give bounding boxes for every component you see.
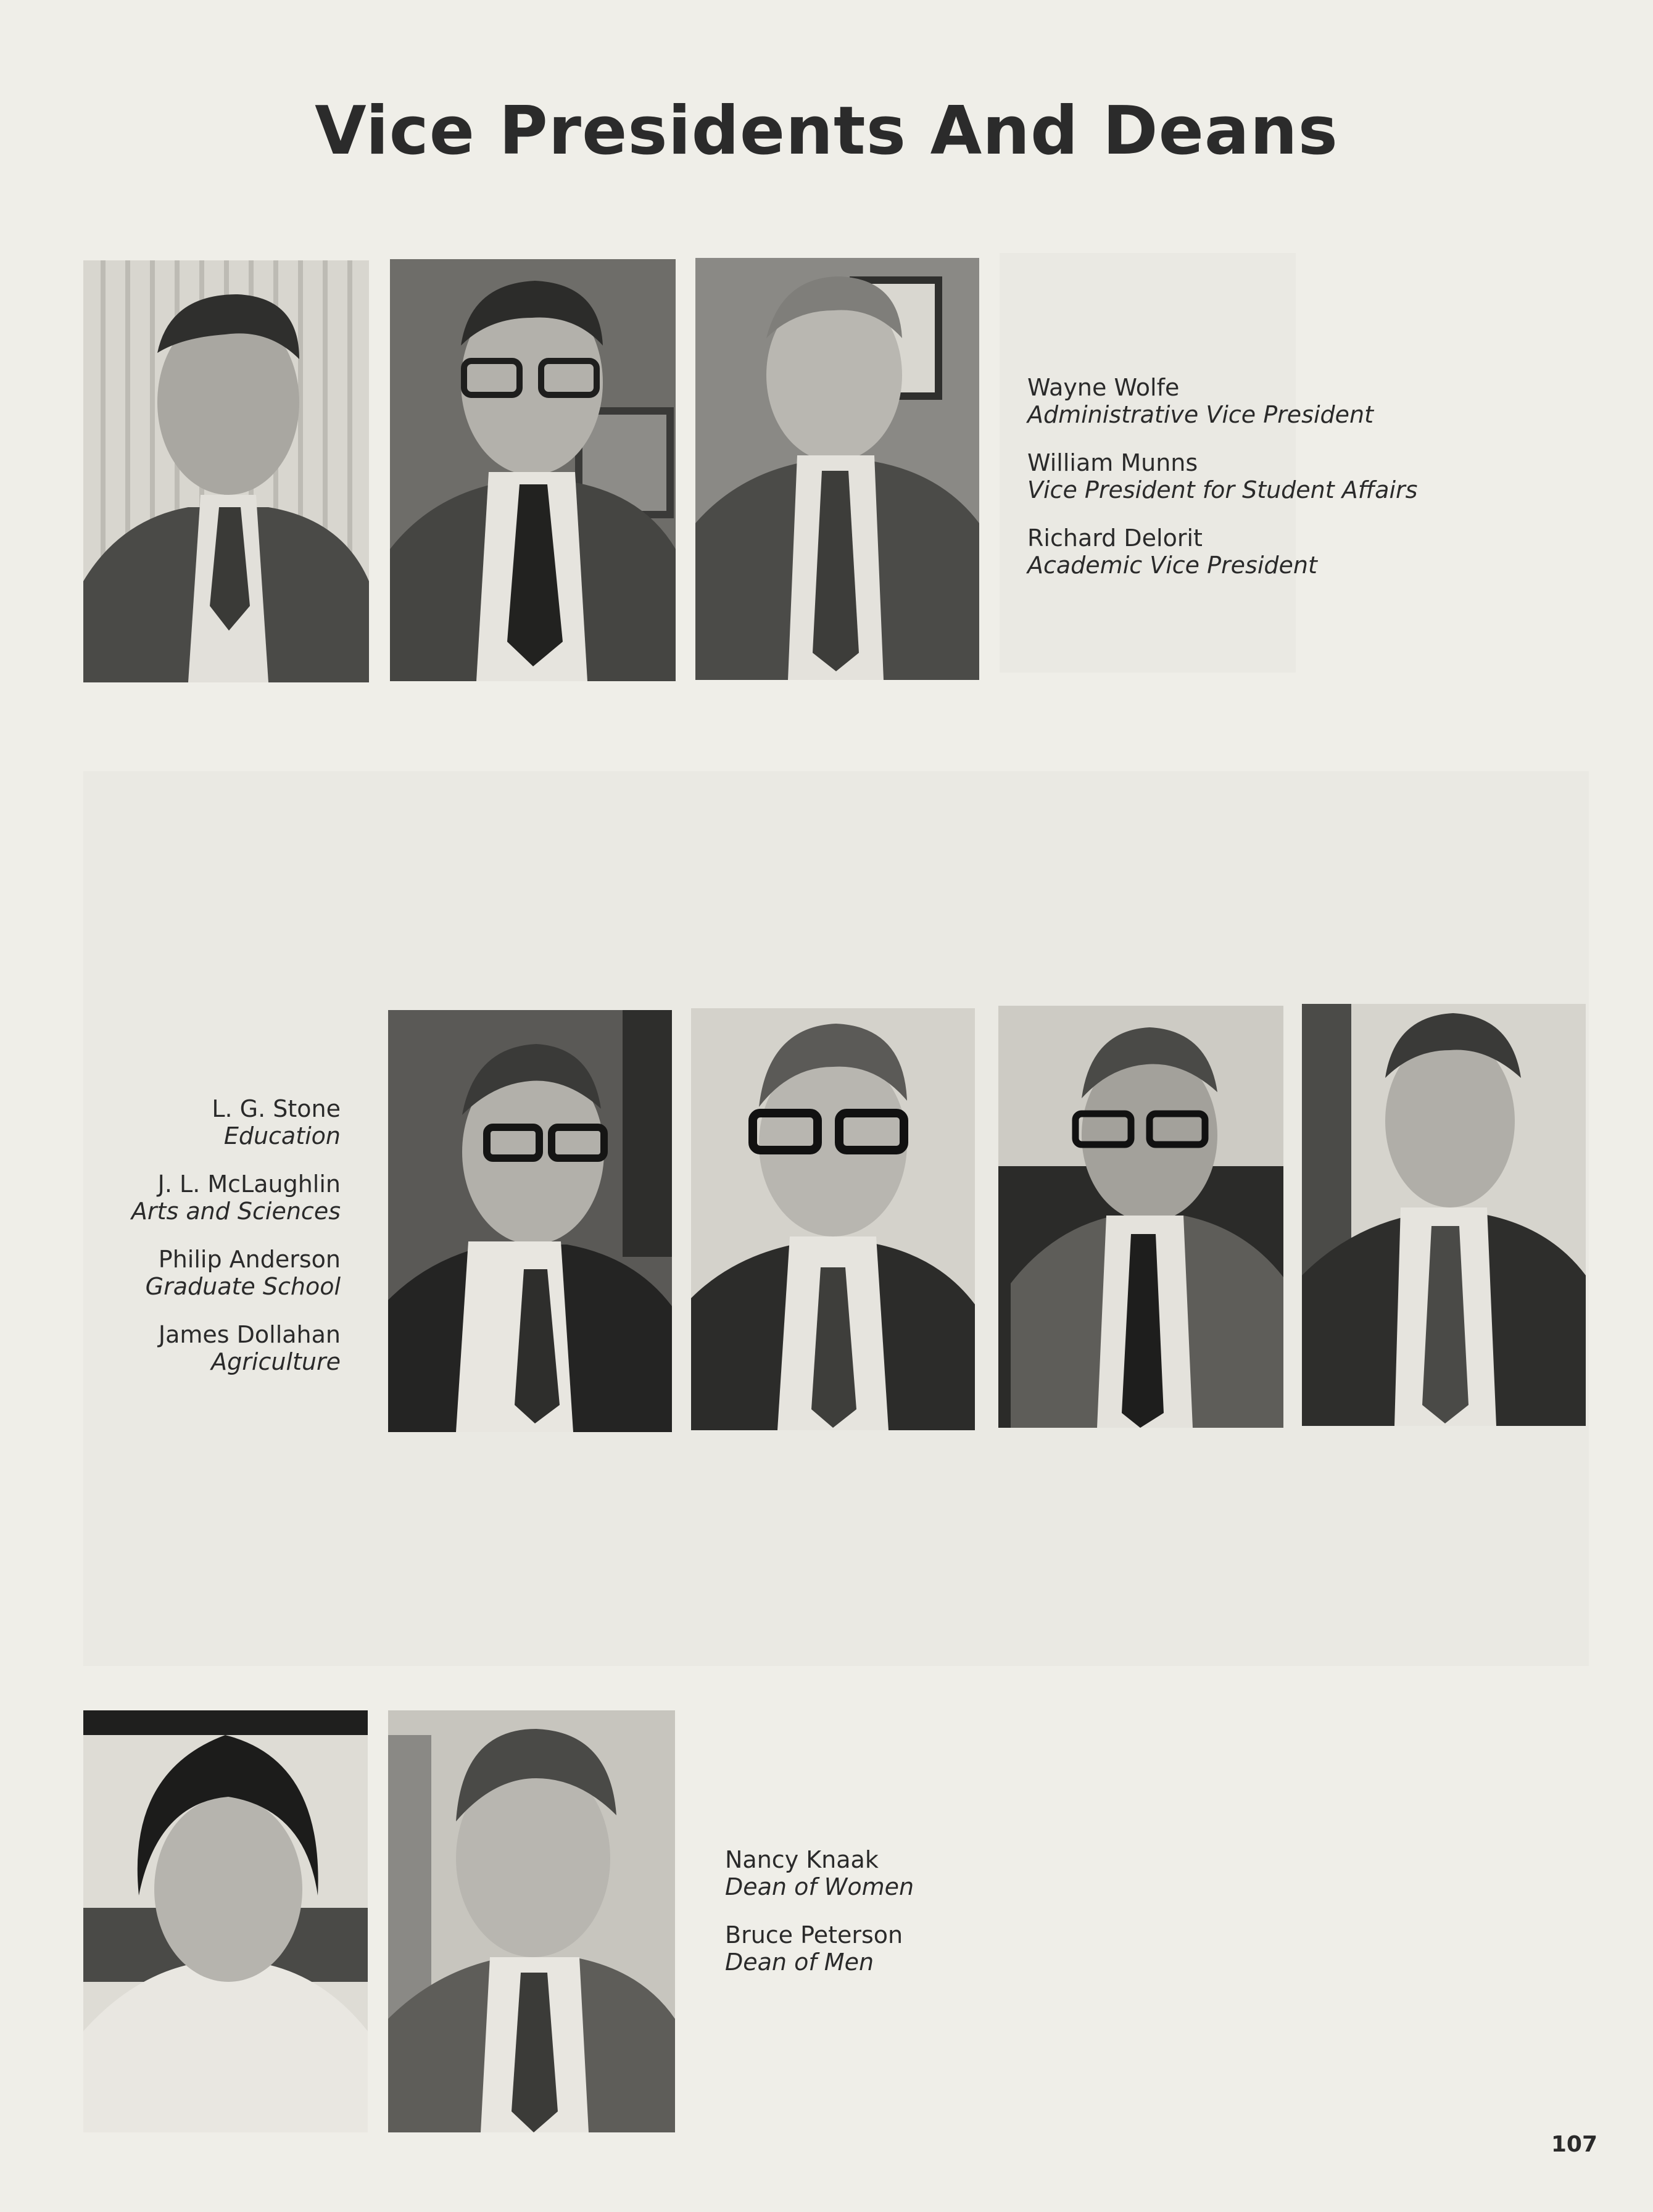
person-role: Dean of Men [725,1949,874,1976]
person-role: Dean of Women [725,1873,914,1900]
portrait-photo-william-munns [390,259,676,681]
captions-vice-presidents [1027,374,1417,600]
portrait-photo-nancy-knaak [83,1710,368,2132]
person-name: Richard Delorit [1027,524,1203,552]
portrait-photo-j-l-mclaughlin [691,1008,975,1430]
person-role: Administrative Vice President [1027,401,1374,428]
portrait-photo-wayne-wolfe [83,260,369,682]
caption-entry [1027,374,1417,428]
page-title: Vice Presidents And Deans [315,93,1338,170]
person-role: Education [223,1122,341,1149]
caption-entry [111,1095,341,1149]
portrait-photo-l-g-stone [388,1010,672,1432]
portrait-photo-james-dollahan [1302,1004,1586,1426]
page-number: 107 [1551,2132,1597,2157]
caption-entry [1027,449,1417,503]
captions-deans-colleges [111,1095,341,1396]
portrait-photo-richard-delorit [695,258,979,680]
captions-deans-students [725,1846,914,1997]
person-name: L. G. Stone [212,1095,341,1122]
person-name: Wayne Wolfe [1027,374,1180,401]
person-name: William Munns [1027,449,1198,476]
caption-entry [725,1921,914,1976]
person-name: Nancy Knaak [725,1846,879,1873]
caption-entry [111,1321,341,1375]
portrait-photo-philip-anderson [998,1006,1283,1428]
caption-entry [111,1246,341,1300]
person-name: James Dollahan [158,1321,341,1348]
person-name: J. L. McLaughlin [157,1170,341,1198]
person-role: Graduate School [145,1273,341,1300]
caption-entry [725,1846,914,1900]
person-role: Agriculture [211,1348,341,1375]
person-role: Vice President for Student Affairs [1027,476,1418,503]
person-role: Academic Vice President [1027,552,1317,579]
person-role: Arts and Sciences [131,1198,341,1225]
caption-entry [111,1170,341,1225]
person-name: Bruce Peterson [725,1921,903,1949]
portrait-photo-bruce-peterson [388,1710,675,2132]
caption-entry [1027,524,1417,579]
person-name: Philip Anderson [158,1246,341,1273]
